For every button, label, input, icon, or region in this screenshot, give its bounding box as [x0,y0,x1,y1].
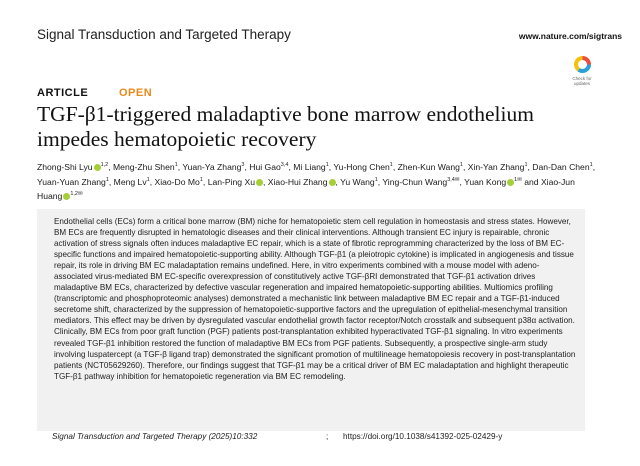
author-name[interactable]: Yu-Hong Chen [333,161,390,172]
author-name[interactable]: Mi Liang [293,161,326,172]
author-affiliation: 1 [199,176,203,183]
author-name[interactable]: Yuan Kong [464,176,507,187]
crossmark-label: Check for updates [572,76,592,86]
author-name[interactable]: Yuan-Yuan Zhang [37,176,106,187]
abstract-text: Endothelial cells (ECs) form a critical bone marrow (BM) niche for hematopoietic stem cell regulation in homeostasis and stress states. However, BM ECs are frequently disrupted in hematologic diseases and their clinical interventions. Although transient EC injury is repairable, chronic activation of stress signals often induces maladaptive EC repair, which is a state of fibrotic reprogramming characterized by the loss of BM EC-specific functions and impaired hematopoietic-supporting ability. Although TGF-β1 (a pleiotropic cytokine) is implicated in angiogenesis and tissue repair, its role in driving BM EC maladaptation remains undefined. Here, in vitro experiments combined with a mouse model with adeno-associated virus-mediated BM EC-specific overexpression of constitutively active TGF-βRI demonstrated that TGF-β1 activation drives maladaptive BM ECs, characterized by defective vascular regeneration and impaired hematopoietic-supporting abilities. Multiomics profiling (transcriptomic and phosphoproteomic analyses) demonstrated a mechanistic link between maladaptive BM EC repair and a TGF-β1-induced secretome shift, characterized by the suppression of hematopoietic-supportive factors and the upregulation of epithelial-mesenchymal transition mediators. This effect may be driven by dysregulated vascular endothelial growth factor receptor/Notch crosstalk and subsequent p38α activation. Clinically, BM ECs from poor graft function (PGF) patients post-transplantation exhibited hyperactivated TGF-β1 signaling. In vitro experiments revealed TGF-β1 inhibition restored the function of maladaptive BM ECs from PGF patients. Subsequently, a prospective single-arm study involving luspatercept (a TGF-β ligand trap) demonstrated the significant promotion of multilineage hematopoiesis recovery in post-transplantation patients (NCT05629260). Therefore, our findings suggest that TGF-β1 may be a critical driver of BM EC maladaptation and highlight therapeutic TGF-β1 pathway inhibition for hematopoietic regeneration via BM EC remodeling. [54,217,576,381]
author-affiliation: 1 [374,176,378,183]
orcid-icon[interactable] [94,164,101,171]
article-type-label: ARTICLE [37,87,89,99]
author-list: Zhong-Shi Lyu $^{1,2}$, Meng-Zhu Shen$^1$, Yuan-Ya Zhang$^3$, Hui Gao$^{3,4}$, Mi Liang$^1$, Yu-Hong Chen$^1$, Zhen-Kun Wang$^1$, Xin-Yan Zhang$^1$, Dan-Dan Chen$^1$, Yuan-Yuan Zhang$^1$, Meng Lv$^1$, Xiao-Do Mo$^1$, Lan-Ping Xu , Xiao-Hui Zhang , Yu Wang$^1$, Ying-Chun Wang$^{3,4✉}$, Yuan Kong $^{1✉}$ and Xiao-Jun Huang $^{1,2✉}$ [37,161,596,202]
journal-website-link[interactable]: www.nature.com/sigtrans [518,31,622,41]
citation-separator: ; [326,432,329,441]
crossmark-icon [574,56,591,73]
author-name[interactable]: Xiao-Jun Huang [37,176,575,202]
author-affiliation: 1 [589,162,593,168]
author-affiliation: 1✉ [514,176,522,183]
author-affiliation: 3,4✉ [447,176,460,183]
orcid-icon[interactable] [256,179,263,186]
author-affiliation: 1 [325,162,329,168]
open-access-label: OPEN [119,87,153,99]
check-for-updates-badge[interactable] [566,56,598,92]
author-affiliation: 1,2 [100,162,109,168]
author-name[interactable]: Xiao-Do Mo [154,176,200,187]
citation-text: Signal Transduction and Targeted Therapy (2025)10:332 [52,432,258,441]
author-name[interactable]: Zhen-Kun Wang [397,161,460,172]
author-affiliation: 1 [389,162,393,168]
author-name[interactable]: Meng-Zhu Shen [113,161,175,172]
journal-name: Signal Transduction and Targeted Therapy [37,27,291,42]
author-name[interactable]: Xiao-Hui Zhang [267,176,328,187]
author-name[interactable]: Hui Gao [249,161,281,172]
author-name[interactable]: Dan-Dan Chen [532,161,590,172]
article-title: TGF-β1-triggered maladaptive bone marrow endothelium impedes hematopoietic recovery [37,102,534,151]
author-affiliation: 3,4 [280,162,289,168]
author-name[interactable]: Meng Lv [113,176,147,187]
author-affiliation: 1,2✉ [70,191,83,198]
author-name[interactable]: Zhong-Shi Lyu [37,161,93,172]
author-affiliation: 3 [241,162,245,168]
author-affiliation: 1 [524,162,528,168]
author-name[interactable]: Yuan-Ya Zhang [182,161,242,172]
author-affiliation: 1 [174,162,178,168]
author-affiliation: 1 [146,176,150,183]
orcid-icon[interactable] [329,179,336,186]
doi-link[interactable]: https://doi.org/10.1038/s41392-025-02429-y [343,432,503,441]
abstract-box [37,209,585,431]
author-name[interactable]: Lan-Ping Xu [207,176,255,187]
author-name[interactable]: Ying-Chun Wang [382,176,448,187]
author-affiliation: 1 [105,176,109,183]
author-name[interactable]: Yu Wang [340,176,375,187]
author-affiliation: 1 [459,162,463,168]
author-name[interactable]: Xin-Yan Zhang [467,161,525,172]
